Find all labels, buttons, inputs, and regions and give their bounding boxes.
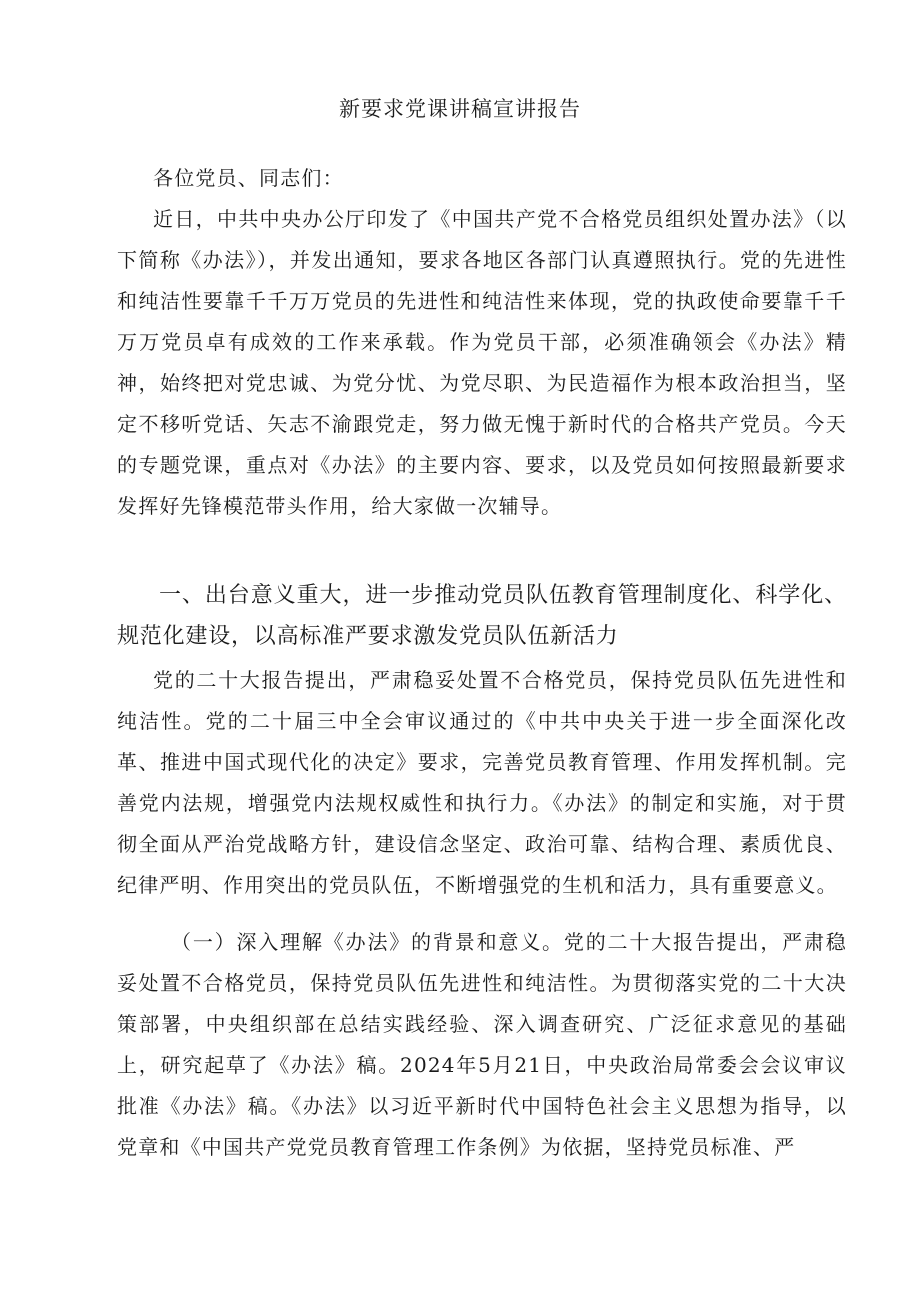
section-paragraph: 党的二十大报告提出，严肃稳妥处置不合格党员，保持党员队伍先进性和纯洁性。党的二十届三中全会审议通过的《中共中央关于进一步全面深化改革、推进中国式现代化的决定》要求，完善党员教育管理、作用发挥机制。完善党内法规，增强党内法规权威性和执行力。《办法》的制定和实施，对于贯彻全面从严治党战略方针，建设信念坚定、政治可靠、结构合理、素质优良、纪律严明、作用突出的党员队伍，不断增强党的生机和活力，具有重要意义。: [117, 668, 847, 897]
section-heading: 一、出台意义重大，进一步推动党员队伍教育管理制度化、科学化、规范化建设，以高标准严要求激发党员队伍新活力: [117, 583, 847, 649]
intro-paragraph: 近日，中共中央办公厅印发了《中国共产党不合格党员组织处置办法》（以下简称《办法》），并发出通知，要求各地区各部门认真遵照执行。党的先进性和纯洁性要靠千千万万党员的先进性和纯洁性来体现，党的执政使命要靠千千万万党员卓有成效的工作来承载。作为党员干部，必须准确领会《办法》精神，始终把对党忠诚、为党分忧、为党尽职、为民造福作为根本政治担当，坚定不移听党话、矢志不渝跟党走，努力做无愧于新时代的合格共产党员。今天的专题党课，重点对《办法》的主要内容、要求，以及党员如何按照最新要求发挥好先锋模范带头作用，给大家做一次辅导。: [117, 207, 847, 518]
subsection-paragraph: （一）深入理解《办法》的背景和意义。党的二十大报告提出，严肃稳妥处置不合格党员，保持党员队伍先进性和纯洁性。为贯彻落实党的二十大决策部署，中央组织部在总结实践经验、深入调查研究、广泛征求意见的基础上，研究起草了《办法》稿。2024年5月21日，中央政治局常委会会议审议批准《办法》稿。《办法》以习近平新时代中国特色社会主义思想为指导，以党章和《中国共产党党员教育管理工作条例》为依据，坚持党员标准、严: [117, 930, 847, 1159]
document-title: 新要求党课讲稿宣讲报告: [339, 97, 581, 121]
greeting: 各位党员、同志们：: [153, 166, 344, 190]
